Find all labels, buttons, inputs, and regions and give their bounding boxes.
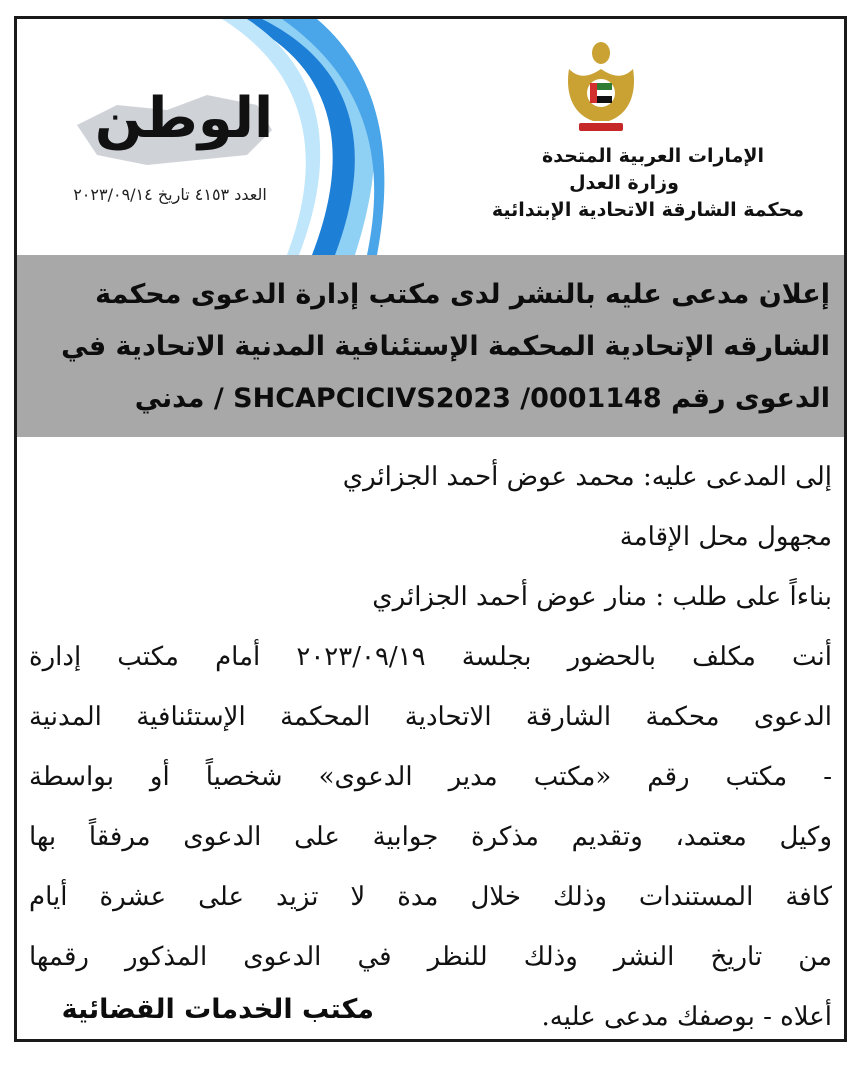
header (17, 19, 844, 255)
issue-number-date: العدد ٤١٥٣ تاريخ ٢٠٢٣/٠٩/١٤ (73, 185, 267, 204)
announcement-body (17, 447, 844, 1042)
ministry-block (444, 143, 804, 224)
body-line: أنت مكلف بالحضور بجلسة ٢٠٢٣/٠٩/١٩ أمام مكتب إدارة (29, 642, 832, 672)
title-line: الدعوى رقم SHCAPCICIVS2023 /0001148 / مدني (134, 383, 830, 414)
newspaper-logo: الوطن (94, 86, 274, 151)
title-line: إعلان مدعى عليه بالنشر لدى مكتب إدارة الدعوى محكمة (95, 279, 830, 310)
title-line: الشارقه الإتحادية المحكمة الإستئنافية المدنية الاتحادية في (61, 331, 830, 362)
signature-office: مكتب الخدمات القضائية (61, 994, 374, 1025)
body-line-residence: مجهول محل الإقامة (619, 522, 832, 552)
body-line-defendant: إلى المدعى عليه: محمد عوض أحمد الجزائري (342, 462, 832, 492)
body-line: من تاريخ النشر وذلك للنظر في الدعوى المذكور رقمها (29, 942, 832, 972)
announcement-frame (14, 16, 847, 1042)
uae-falcon-emblem-icon (563, 39, 639, 135)
body-line: - مكتب رقم «مكتب مدير الدعوى» شخصياً أو بواسطة (29, 762, 832, 792)
country-name: الإمارات العربية المتحدة (542, 145, 764, 167)
ministry-name: وزارة العدل (569, 172, 679, 194)
announcement-title-band (17, 255, 844, 437)
body-line-requester: بناءاً على طلب : منار عوض أحمد الجزائري (372, 582, 832, 612)
body-line: وكيل معتمد، وتقديم مذكرة جوابية على الدعوى مرفقاً بها (29, 822, 832, 852)
body-line: كافة المستندات وذلك خلال مدة لا تزيد على عشرة أيام (29, 882, 832, 912)
body-line: أعلاه - بوصفك مدعى عليه. (541, 1002, 832, 1032)
body-line: الدعوى محكمة الشارقة الاتحادية المحكمة الإستئنافية المدنية (29, 702, 832, 732)
court-name: محكمة الشارقة الاتحادية الإبتدائية (491, 199, 804, 221)
